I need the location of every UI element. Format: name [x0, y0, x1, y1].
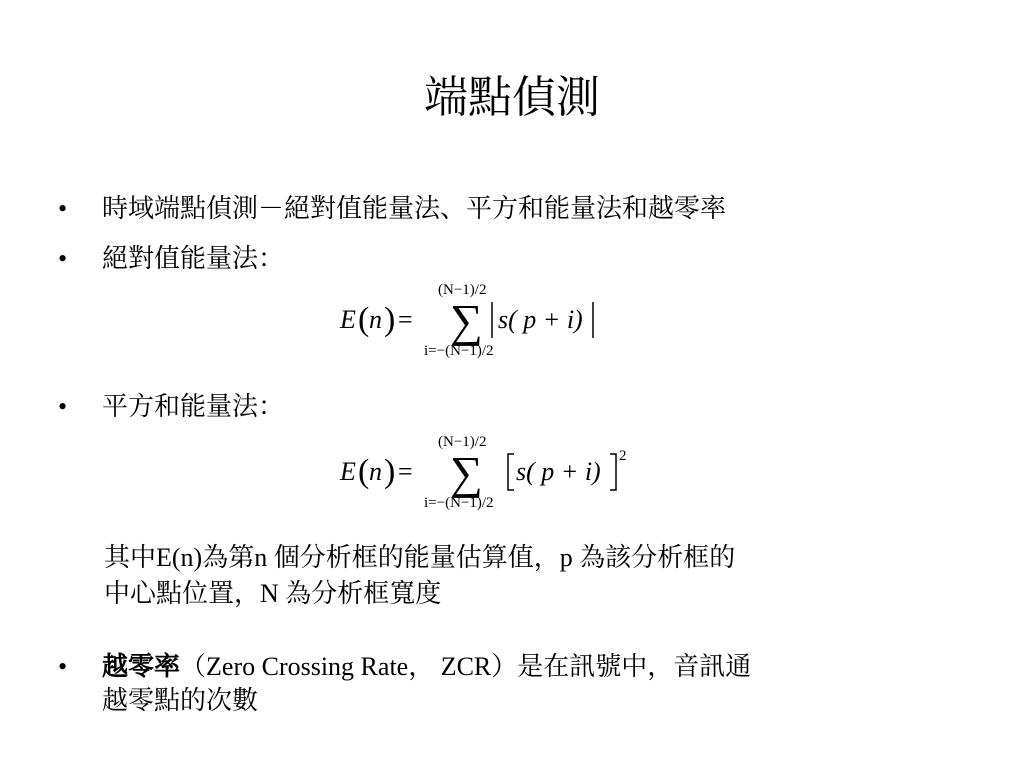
sum-lower-limit: i=−(N−1)/2	[424, 343, 494, 358]
bullet-dot: •	[58, 194, 68, 223]
bullet-dot: •	[58, 392, 68, 421]
sum-upper-limit: (N−1)/2	[438, 434, 487, 450]
zcr-term: 越零率	[102, 652, 181, 681]
explanation-paragraph	[104, 540, 735, 612]
formula-absolute-svg	[336, 278, 656, 358]
equals-sign: =	[398, 457, 413, 486]
energy-argument: n	[369, 305, 382, 334]
paren-close: )	[384, 453, 396, 490]
bullet-square-energy	[58, 390, 284, 424]
bullet-text-block	[102, 650, 751, 718]
energy-symbol: E	[340, 457, 356, 486]
exponent: 2	[619, 448, 627, 464]
slide-title: 端點偵測	[424, 73, 600, 122]
formula-absolute-energy	[336, 278, 656, 358]
bullet-zero-crossing-rate	[58, 650, 751, 718]
bullet-time-domain	[58, 192, 726, 226]
bracket-right	[610, 454, 616, 490]
bullet-text: 絕對值能量法：	[102, 244, 285, 273]
sigma-icon: ∑	[450, 295, 483, 346]
zcr-definition-line-1: （Zero Crossing Rate， ZCR）是在訊號中，音訊通	[180, 652, 752, 681]
equals-sign: =	[398, 305, 413, 334]
bullet-absolute-energy	[58, 242, 284, 276]
explanation-line-1: 其中E(n)為第n 個分析框的能量估算值，p 為該分析框的	[104, 543, 736, 572]
sum-lower-limit: i=−(N−1)/2	[424, 495, 494, 510]
bullet-dot: •	[58, 244, 68, 273]
sigma-icon: ∑	[450, 447, 483, 498]
energy-argument: n	[369, 457, 382, 486]
formula-body: s( p + i)	[516, 457, 601, 486]
formula-square-energy	[336, 430, 656, 510]
formula-body: s( p + i)	[498, 305, 583, 334]
bullet-text: 平方和能量法：	[102, 392, 285, 421]
paren-open: (	[358, 301, 370, 338]
bullet-dot: •	[58, 652, 68, 681]
energy-symbol: E	[340, 305, 356, 334]
paren-open: (	[358, 453, 370, 490]
paren-close: )	[384, 301, 396, 338]
bullet-text: 時域端點偵測－絕對值能量法、平方和能量法和越零率	[102, 194, 727, 223]
explanation-line-2: 中心點位置，N 為分析框寬度	[104, 579, 442, 608]
formula-square-svg	[336, 430, 656, 510]
zcr-definition-line-2: 越零點的次數	[102, 686, 259, 715]
bracket-left	[508, 454, 514, 490]
sum-upper-limit: (N−1)/2	[438, 282, 487, 298]
